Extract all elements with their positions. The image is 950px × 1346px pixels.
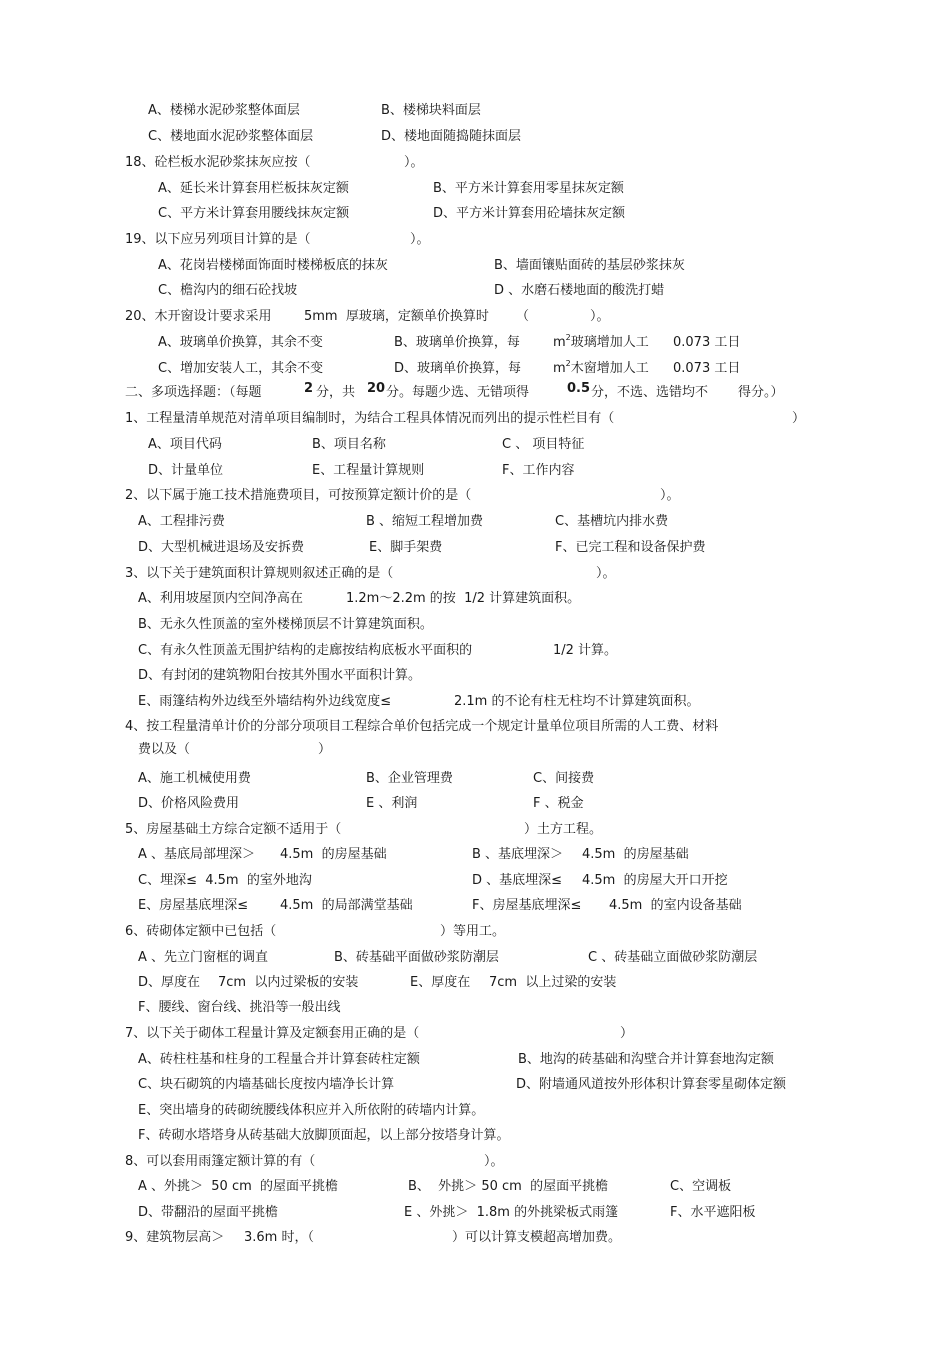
m5-option-b-part1: B 、基底埋深＞ bbox=[472, 847, 564, 862]
q20-stem-end: ）。 bbox=[590, 309, 610, 324]
m3-option-c-part2: 1/2 计算。 bbox=[553, 643, 618, 658]
m1-option-c: C 、 项目特征 bbox=[502, 437, 585, 452]
m4-option-d: D、价格风险费用 bbox=[138, 796, 240, 811]
q20-option-b: B、玻璃单价换算，每 bbox=[394, 335, 520, 350]
q18-option-d: D、平方米计算套用砼墙抹灰定额 bbox=[433, 206, 626, 221]
q20-option-b-value: 0.073 工日 bbox=[673, 335, 741, 350]
m6-option-a: A 、先立门窗框的调直 bbox=[138, 950, 269, 965]
m5-option-f-part2: 4.5m 的室内设备基础 bbox=[609, 898, 742, 913]
m5-option-c: C、埋深≤ 4.5m 的室外地沟 bbox=[138, 873, 312, 888]
m6-option-e-part2: 7cm 以上过梁的安装 bbox=[489, 975, 617, 990]
section2-heading-p8: 得分。） bbox=[738, 385, 784, 400]
m9-stem-end: ）可以计算支模超高增加费。 bbox=[452, 1230, 622, 1245]
m1-option-e: E、工程量计算规则 bbox=[312, 463, 425, 478]
m3-option-d: D、有封闭的建筑物阳台按其外围水平面积计算。 bbox=[138, 668, 422, 683]
q18-stem-end: ）。 bbox=[404, 155, 424, 170]
m2-option-f: F、已完工程和设备保护费 bbox=[555, 540, 706, 555]
q18-option-a: A、延长米计算套用栏板抹灰定额 bbox=[158, 181, 349, 196]
m6-option-e-part1: E、厚度在 bbox=[410, 975, 471, 990]
q19-stem: 19、以下应另列项目计算的是（ bbox=[125, 232, 311, 247]
q20-option-b-unit: $m^2$玻璃增加人工 bbox=[553, 333, 649, 350]
q18-stem: 18、砼栏板水泥砂浆抹灰应按（ bbox=[125, 155, 311, 170]
m6-option-c: C 、砖基础立面做砂浆防潮层 bbox=[588, 950, 758, 965]
m1-stem: 1、工程量清单规范对清单项目编制时，为结合工程具体情况而列出的提示性栏目有（ bbox=[125, 411, 615, 426]
q19-option-b: B、墙面镶贴面砖的基层砂浆抹灰 bbox=[494, 258, 685, 273]
q17-option-c: C、楼地面水泥砂浆整体面层 bbox=[148, 129, 314, 144]
q17-option-a: A、楼梯水泥砂浆整体面层 bbox=[148, 103, 300, 118]
m4-option-c: C、间接费 bbox=[533, 771, 595, 786]
m7-option-e: E、突出墙身的砖砌统腰线体积应并入所依附的砖墙内计算。 bbox=[138, 1103, 485, 1118]
m9-stem-part2: 3.6m 时，（ bbox=[244, 1230, 314, 1245]
section2-heading-p1: 二、多项选择题：（每题 bbox=[125, 385, 262, 400]
m2-option-e: E、脚手架费 bbox=[369, 540, 443, 555]
m5-option-b-part2: 4.5m 的房屋基础 bbox=[582, 847, 689, 862]
q17-option-b: B、楼梯块料面层 bbox=[381, 103, 481, 118]
m4-option-b: B、企业管理费 bbox=[366, 771, 453, 786]
m8-stem-end: ）。 bbox=[484, 1154, 504, 1169]
q19-option-c: C、檐沟内的细石砼找坡 bbox=[158, 283, 298, 298]
m1-option-f: F、工作内容 bbox=[502, 463, 575, 478]
q20-stem-part1: 20、木开窗设计要求采用 bbox=[125, 309, 272, 324]
section2-heading-p2: 2 bbox=[304, 381, 314, 396]
m3-option-b: B、无永久性顶盖的室外楼梯顶层不计算建筑面积。 bbox=[138, 617, 433, 632]
m5-stem: 5、房屋基础土方综合定额不适用于（ bbox=[125, 822, 342, 837]
m8-option-b: B、 外挑＞ 50 cm 的屋面平挑檐 bbox=[408, 1179, 609, 1194]
m7-option-c: C、块石砌筑的内墙基础长度按内墙净长计算 bbox=[138, 1077, 395, 1092]
q19-option-d: D 、水磨石楼地面的酸洗打蜡 bbox=[494, 283, 665, 298]
m8-option-e: E 、外挑＞ 1.8m 的外挑梁板式雨篷 bbox=[404, 1205, 619, 1220]
m7-option-b: B、地沟的砖基础和沟壁合并计算套地沟定额 bbox=[518, 1052, 774, 1067]
m6-option-f: F、腰线、窗台线、挑沿等一般出线 bbox=[138, 1000, 341, 1015]
m3-option-e-part1: E、雨篷结构外边线至外墙结构外边线宽度≤ bbox=[138, 694, 392, 709]
q20-option-d: D、玻璃单价换算，每 bbox=[394, 361, 522, 376]
m3-option-a-part1: A、利用坡屋顶内空间净高在 bbox=[138, 591, 303, 606]
m4-option-f: F 、税金 bbox=[533, 796, 584, 811]
m4-option-a: A、施工机械使用费 bbox=[138, 771, 251, 786]
q20-paren-open: （ bbox=[516, 309, 530, 324]
q19-stem-end: ）。 bbox=[410, 232, 430, 247]
m8-stem: 8、可以套用雨篷定额计算的有（ bbox=[125, 1154, 316, 1169]
m5-option-a-part2: 4.5m 的房屋基础 bbox=[280, 847, 387, 862]
m6-option-d-part2: 7cm 以内过梁板的安装 bbox=[218, 975, 359, 990]
m1-option-a: A、项目代码 bbox=[148, 437, 222, 452]
m8-option-a: A 、外挑＞ 50 cm 的屋面平挑檐 bbox=[138, 1179, 339, 1194]
m6-option-d-part1: D、厚度在 bbox=[138, 975, 201, 990]
m2-option-c: C、基槽坑内排水费 bbox=[555, 514, 669, 529]
m4-option-e: E 、利润 bbox=[366, 796, 418, 811]
q20-option-d-unit: $m^2$木窗增加人工 bbox=[553, 359, 649, 376]
q20-option-d-value: 0.073 工日 bbox=[673, 361, 741, 376]
m3-option-c-part1: C、有永久性顶盖无围护结构的走廊按结构底板水平面积的 bbox=[138, 643, 473, 658]
m6-stem: 6、砖砌体定额中已包括（ bbox=[125, 924, 277, 939]
m5-option-f-part1: F、房屋基底埋深≤ bbox=[472, 898, 582, 913]
m5-stem-end: ）土方工程。 bbox=[524, 822, 603, 837]
m4-stem-line2: 费以及（ bbox=[138, 742, 191, 757]
m7-stem: 7、以下关于砌体工程量计算及定额套用正确的是（ bbox=[125, 1026, 420, 1041]
m5-option-d-part1: D 、基底埋深≤ bbox=[472, 873, 563, 888]
m2-stem: 2、以下属于施工技术措施费项目，可按预算定额计价的是（ bbox=[125, 488, 472, 503]
m2-option-d: D、大型机械进退场及安拆费 bbox=[138, 540, 305, 555]
m1-option-d: D、计量单位 bbox=[148, 463, 224, 478]
m2-option-b: B 、缩短工程增加费 bbox=[366, 514, 484, 529]
m7-option-f: F、砖砌水塔塔身从砖基础大放脚顶面起，以上部分按塔身计算。 bbox=[138, 1128, 510, 1143]
m4-stem-line1: 4、按工程量清单计价的分部分项项目工程综合单价包括完成一个规定计量单位项目所需的人工费、材料 bbox=[125, 719, 719, 734]
m4-stem-end: ） bbox=[318, 742, 332, 757]
m2-stem-end: ）。 bbox=[660, 488, 680, 503]
section2-heading-p5: 分。每题少选、无错项得 bbox=[386, 385, 530, 400]
section2-heading-p6: 0.5 bbox=[567, 381, 591, 396]
m5-option-e-part2: 4.5m 的局部满堂基础 bbox=[280, 898, 413, 913]
q18-option-c: C、平方米计算套用腰线抹灰定额 bbox=[158, 206, 350, 221]
m7-stem-end: ） bbox=[620, 1026, 634, 1041]
m9-stem-part1: 9、建筑物层高＞ bbox=[125, 1230, 225, 1245]
q19-option-a: A、花岗岩楼梯面饰面时楼梯板底的抹灰 bbox=[158, 258, 388, 273]
m3-option-a-part2: 1.2m～2.2m 的按 1/2 计算建筑面积。 bbox=[346, 591, 581, 606]
m8-option-c: C、空调板 bbox=[670, 1179, 732, 1194]
section2-heading-p3: 分，共 bbox=[316, 385, 356, 400]
m3-stem-end: ）。 bbox=[596, 566, 616, 581]
m7-option-a: A、砖柱柱基和柱身的工程量合并计算套砖柱定额 bbox=[138, 1052, 420, 1067]
q20-option-c: C、增加安装人工，其余不变 bbox=[158, 361, 324, 376]
q17-option-d: D、楼地面随捣随抹面层 bbox=[381, 129, 522, 144]
m1-stem-end: ） bbox=[792, 411, 806, 426]
q20-option-a: A、玻璃单价换算，其余不变 bbox=[158, 335, 323, 350]
q20-stem-part2: 5mm 厚玻璃，定额单价换算时 bbox=[304, 309, 489, 324]
m5-option-e-part1: E、房屋基底埋深≤ bbox=[138, 898, 249, 913]
m6-stem-end: ）等用工。 bbox=[440, 924, 506, 939]
m5-option-d-part2: 4.5m 的房屋大开口开挖 bbox=[582, 873, 728, 888]
m5-option-a-part1: A 、基底局部埋深＞ bbox=[138, 847, 256, 862]
q18-option-b: B、平方米计算套用零星抹灰定额 bbox=[433, 181, 624, 196]
m7-option-d: D、附墙通风道按外形体积计算套零星砌体定额 bbox=[516, 1077, 787, 1092]
m2-option-a: A、工程排污费 bbox=[138, 514, 225, 529]
m3-stem: 3、以下关于建筑面积计算规则叙述正确的是（ bbox=[125, 566, 394, 581]
m3-option-e-part2: 2.1m 的不论有柱无柱均不计算建筑面积。 bbox=[454, 694, 700, 709]
m8-option-d: D、带翻沿的屋面平挑檐 bbox=[138, 1205, 279, 1220]
m6-option-b: B、砖基础平面做砂浆防潮层 bbox=[334, 950, 499, 965]
m1-option-b: B、项目名称 bbox=[312, 437, 386, 452]
m8-option-f: F、水平遮阳板 bbox=[670, 1205, 756, 1220]
section2-heading-p7: 分，不选、选错均不 bbox=[591, 385, 709, 400]
section2-heading-p4: 20 bbox=[367, 381, 386, 396]
